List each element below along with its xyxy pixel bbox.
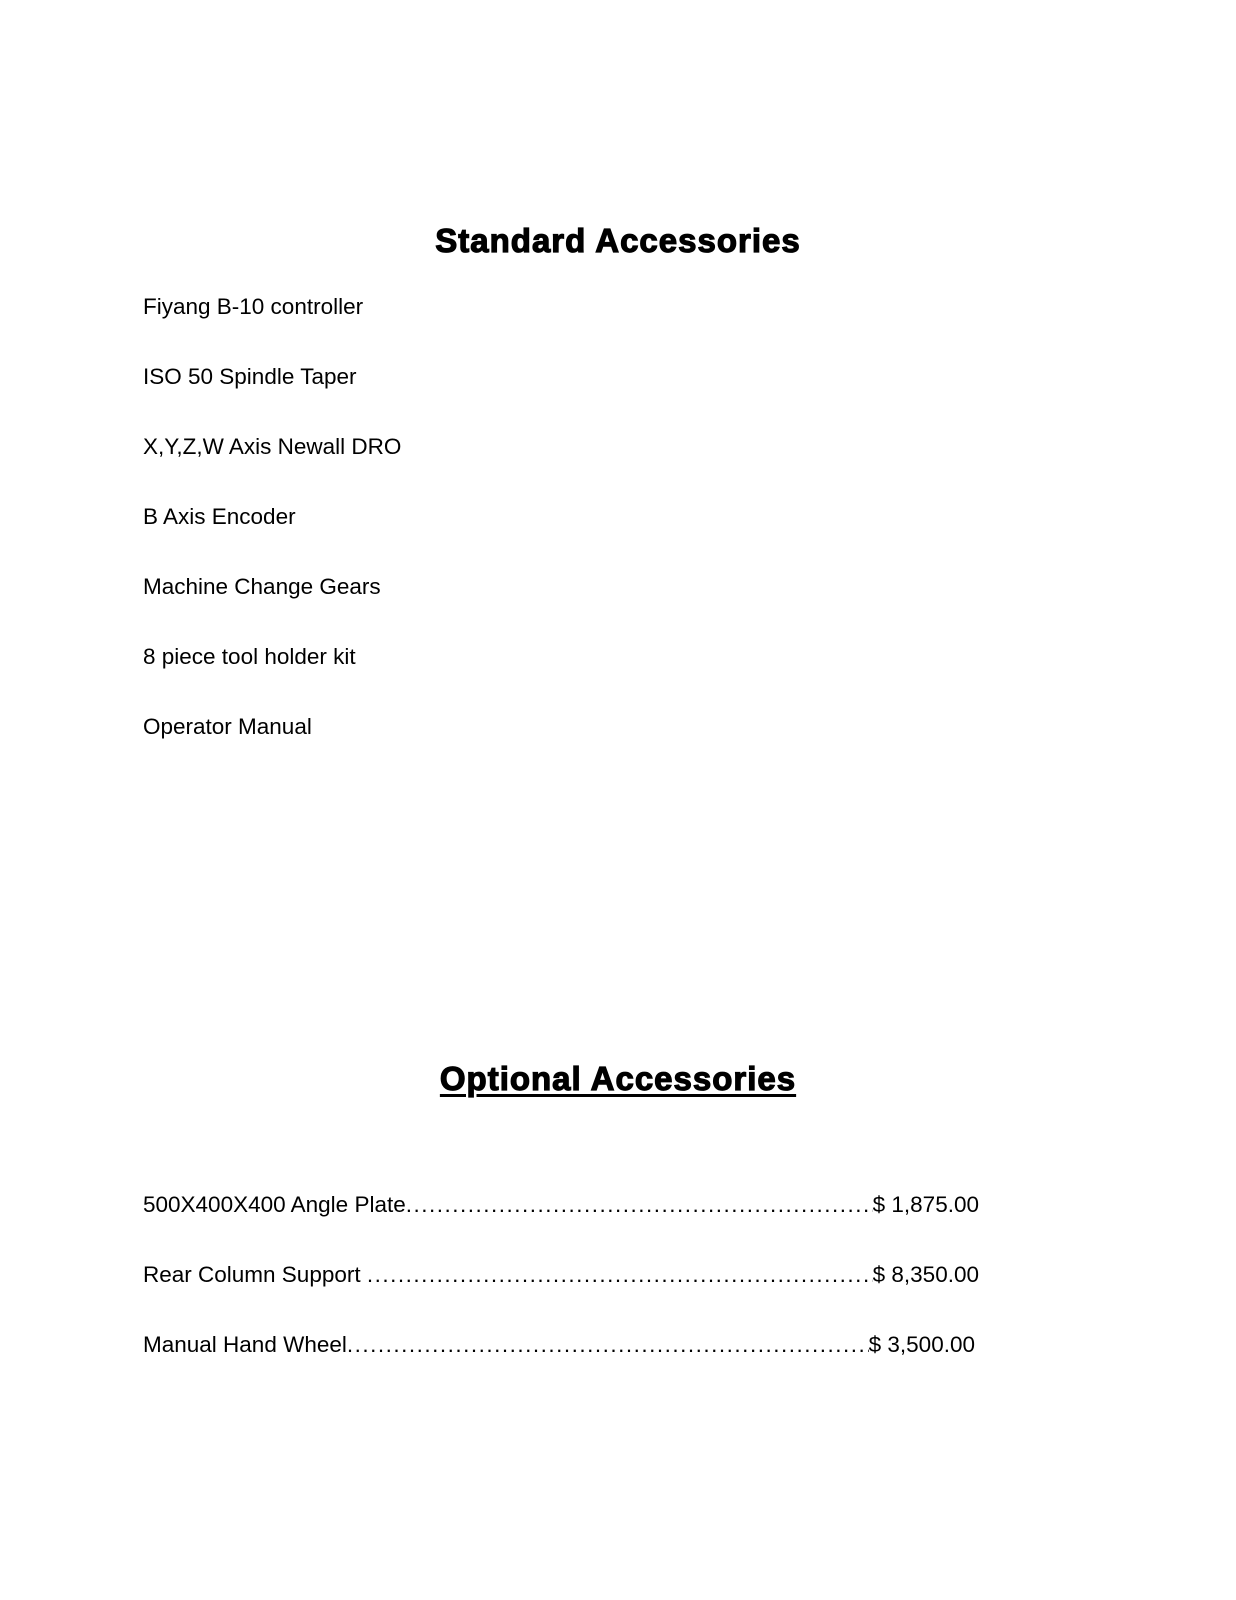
standard-accessories-heading: Standard Accessories bbox=[435, 222, 801, 259]
optional-item bbox=[143, 1192, 979, 1218]
dot-leader bbox=[347, 1332, 869, 1358]
optional-item bbox=[143, 1332, 975, 1358]
standard-item: Fiyang B-10 controller bbox=[143, 294, 364, 319]
optional-item bbox=[143, 1262, 979, 1288]
standard-item: X,Y,Z,W Axis Newall DRO bbox=[143, 434, 402, 459]
standard-item: B Axis Encoder bbox=[143, 504, 296, 529]
standard-item: Machine Change Gears bbox=[143, 574, 381, 599]
standard-item: 8 piece tool holder kit bbox=[143, 644, 356, 669]
dot-leader bbox=[406, 1192, 873, 1218]
optional-item-name: Rear Column Support bbox=[143, 1262, 367, 1287]
optional-item-name: Manual Hand Wheel bbox=[143, 1332, 347, 1357]
optional-item-price: $ 3,500.00 bbox=[868, 1332, 975, 1357]
optional-item-price: $ 1,875.00 bbox=[872, 1192, 979, 1217]
dot-leader bbox=[367, 1262, 873, 1288]
optional-accessories-heading: Optional Accessories bbox=[439, 1060, 797, 1097]
standard-item: Operator Manual bbox=[143, 714, 312, 739]
optional-item-name: 500X400X400 Angle Plate bbox=[143, 1192, 406, 1217]
optional-item-price: $ 8,350.00 bbox=[872, 1262, 979, 1287]
standard-item: ISO 50 Spindle Taper bbox=[143, 364, 357, 389]
